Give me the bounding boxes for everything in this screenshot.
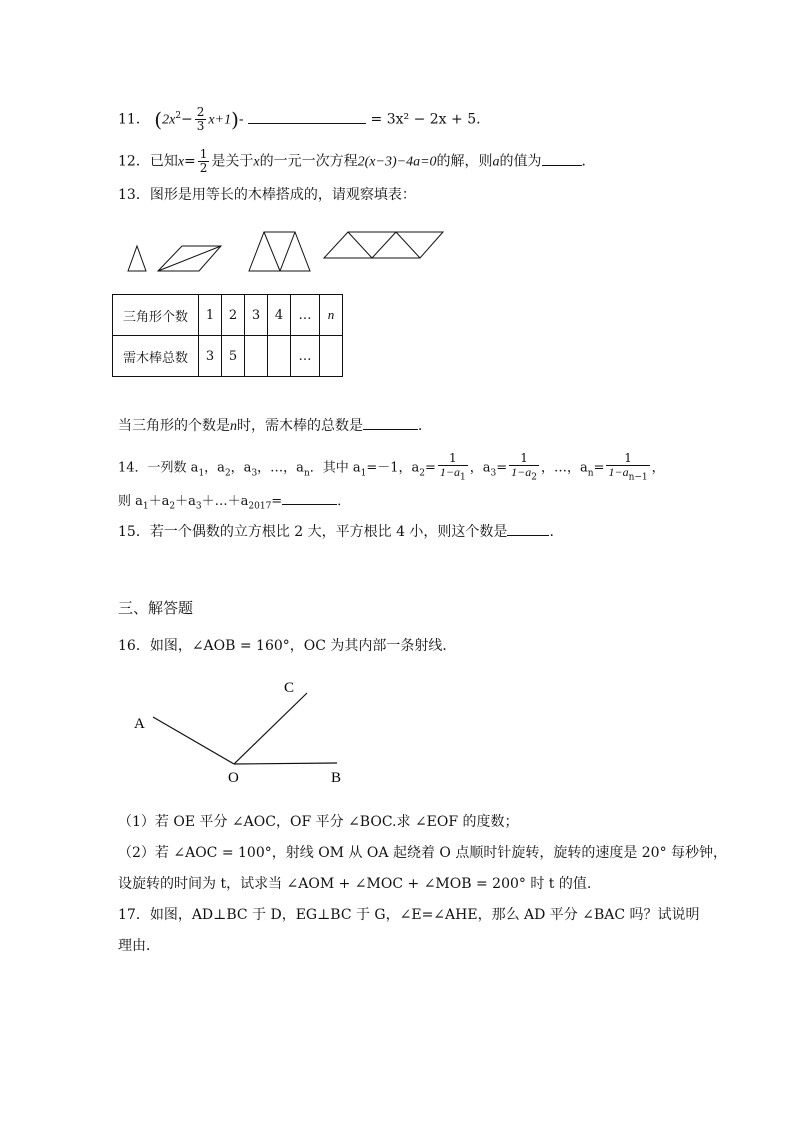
table-cell: 三角形个数 [113, 295, 199, 336]
question-text: ＋a [148, 494, 170, 509]
question-text: 的解，则 [436, 153, 493, 170]
question-text: 是关于 [211, 153, 254, 170]
equation: 2(x−3)−4a=0 [357, 154, 437, 170]
subscript: 1 [142, 501, 149, 512]
question-text: =－1，a [366, 460, 420, 476]
denominator-text: 1−a [511, 465, 532, 479]
punctuation: ． [337, 494, 351, 509]
question-text: 14．一列数 a [118, 460, 199, 476]
numerator: 1 [606, 452, 649, 466]
subscript: 1 [360, 468, 367, 479]
subscript: 2 [224, 468, 231, 479]
question-number: 11． [118, 111, 150, 128]
subscript: 2017 [248, 501, 272, 512]
minus-sign: - [238, 111, 244, 128]
rhs-expression: = 3x² − 2x + 5. [370, 111, 481, 128]
question-15 [118, 521, 554, 542]
numerator: 2 [196, 105, 205, 120]
table-cell: … [291, 295, 320, 336]
subscript: n−1 [628, 472, 648, 483]
subscript: 3 [490, 468, 497, 479]
question-text: 的值为 [499, 153, 542, 170]
fraction-a3 [509, 452, 539, 484]
section-heading: 三、解答题 [118, 599, 194, 617]
figure-three-triangles [249, 232, 310, 271]
numerator: 1 [438, 452, 468, 466]
label-o: O [228, 770, 239, 786]
label-b: B [331, 770, 342, 786]
right-paren: ) [231, 107, 239, 132]
math-variable: a [492, 154, 500, 170]
math-variable: n [230, 419, 237, 434]
question-text: ，…，a [541, 460, 588, 476]
table-cell-empty[interactable] [245, 336, 268, 377]
denominator [509, 466, 539, 484]
figure-one-triangle [128, 246, 146, 271]
table-cell: 需木棒总数 [113, 336, 199, 377]
ray-oc [234, 693, 307, 764]
question-text: 则 a [118, 494, 143, 509]
denominator: 3 [196, 119, 205, 134]
subscript: 2 [419, 468, 426, 479]
table-cell-empty[interactable] [320, 336, 343, 377]
question-text: 的一元一次方程 [259, 153, 358, 170]
ray-oa [153, 717, 234, 764]
equals-sign: = [184, 153, 196, 170]
label-c: C [284, 680, 295, 696]
punctuation: ， [651, 460, 665, 476]
fraction-a2 [438, 452, 468, 484]
left-paren: ( [154, 107, 163, 132]
question-14-line2 [118, 490, 350, 517]
subscript: 3 [251, 468, 258, 479]
answer-blank[interactable] [507, 521, 549, 536]
question-text: ．其中 a [309, 460, 361, 476]
minus-sign: − [181, 111, 193, 128]
question-13-prompt: 13．图形是用等长的木棒搭成的，请观察填表： [118, 187, 416, 203]
question-14-line1: 14．一列数 $a_1$，$a_2$，$a_3$，…，$a_n$．其中 $a_1=-1$，$a_2=$ $\frac{1}{1-a_1}$ ，$a_3=$ $\frac{1}{1-a_2}$ ，…，$a_n=$ $\frac{1}{1-a_{n-1}}$ ， [118, 451, 665, 483]
numerator: 1 [509, 452, 539, 466]
denominator [606, 466, 649, 484]
table-cell: 5 [222, 336, 245, 377]
subscript: 3 [195, 501, 202, 512]
question-text: 15．若一个偶数的立方根比 2 大，平方根比 4 小，则这个数是 [118, 524, 508, 540]
question-text: ，a [230, 460, 252, 476]
punctuation: . [549, 524, 554, 540]
exponent: 2 [175, 111, 182, 121]
table-row [113, 336, 343, 377]
question-16-part1: （1）若 OE 平分 ∠AOC，OF 平分 ∠BOC.求 ∠EOF 的度数； [118, 814, 519, 830]
table-cell-empty[interactable] [268, 336, 291, 377]
question-17-line2: 理由． [118, 938, 160, 954]
question-text: ＋…＋a [201, 494, 249, 509]
question-17-line1: 17．如图，AD⊥BC 于 D，EG⊥BC 于 G，∠E=∠AHE，那么 AD 平分 ∠BAC 吗？试说明 [118, 907, 700, 923]
table-cell: 4 [268, 295, 291, 336]
math-term: x+1 [208, 112, 232, 128]
subscript: 1 [198, 468, 205, 479]
question-16-part2-line1: （2）若 ∠AOC = 100°，射线 OM 从 OA 起绕着 O 点顺时针旋转，旋转的速度是 20° 每秒钟， [118, 845, 728, 861]
question-16-part2-line2: 设旋转的时间为 t，试求当 ∠AOM + ∠MOC + ∠MOB = 200° 时 t 的值. [118, 876, 592, 892]
triangle-figures [0, 0, 794, 290]
question-text: ，…，a [257, 460, 304, 476]
equals-sign: = [271, 494, 283, 509]
denominator: 2 [199, 161, 208, 175]
angle-diagram [0, 660, 794, 795]
question-text: 时，需木棒的总数是 [237, 418, 363, 434]
math-variable: x [253, 154, 260, 170]
math-term: 2x [162, 112, 176, 128]
subscript: n [587, 468, 594, 479]
subscript: 2 [531, 472, 538, 483]
fraction-an [606, 452, 649, 484]
table-row [113, 295, 343, 336]
ray-ob [234, 763, 337, 764]
question-13-followup [118, 415, 432, 437]
question-16: 16．如图，∠AOB = 160°，OC 为其内部一条射线． [118, 638, 457, 654]
question-text: ＋a [175, 494, 196, 509]
question-number: 12．已知 [118, 153, 178, 170]
question-text: ，a [469, 460, 491, 476]
subscript: n [303, 468, 310, 479]
table-cell: 3 [199, 336, 222, 377]
table-cell: 1 [199, 295, 222, 336]
question-text: ，a [204, 460, 225, 476]
math-variable: x [177, 154, 185, 170]
label-a: A [134, 716, 145, 732]
question-text: 当三角形的个数是 [118, 418, 230, 434]
table-cell: n [320, 295, 343, 336]
subscript: 1 [460, 472, 466, 483]
answer-blank[interactable] [282, 490, 337, 505]
subscript: 2 [169, 501, 176, 512]
denominator-text: 1−a [439, 465, 461, 479]
table-cell: 3 [245, 295, 268, 336]
numerator: 1 [199, 147, 208, 161]
punctuation: ． [581, 153, 596, 170]
denominator-text: 1−a [608, 465, 629, 479]
answer-blank[interactable] [363, 415, 418, 430]
table-cell: 2 [222, 295, 245, 336]
punctuation: ． [418, 418, 432, 434]
denominator [438, 466, 468, 484]
table-cell: … [291, 336, 320, 377]
q13-table [112, 294, 343, 377]
